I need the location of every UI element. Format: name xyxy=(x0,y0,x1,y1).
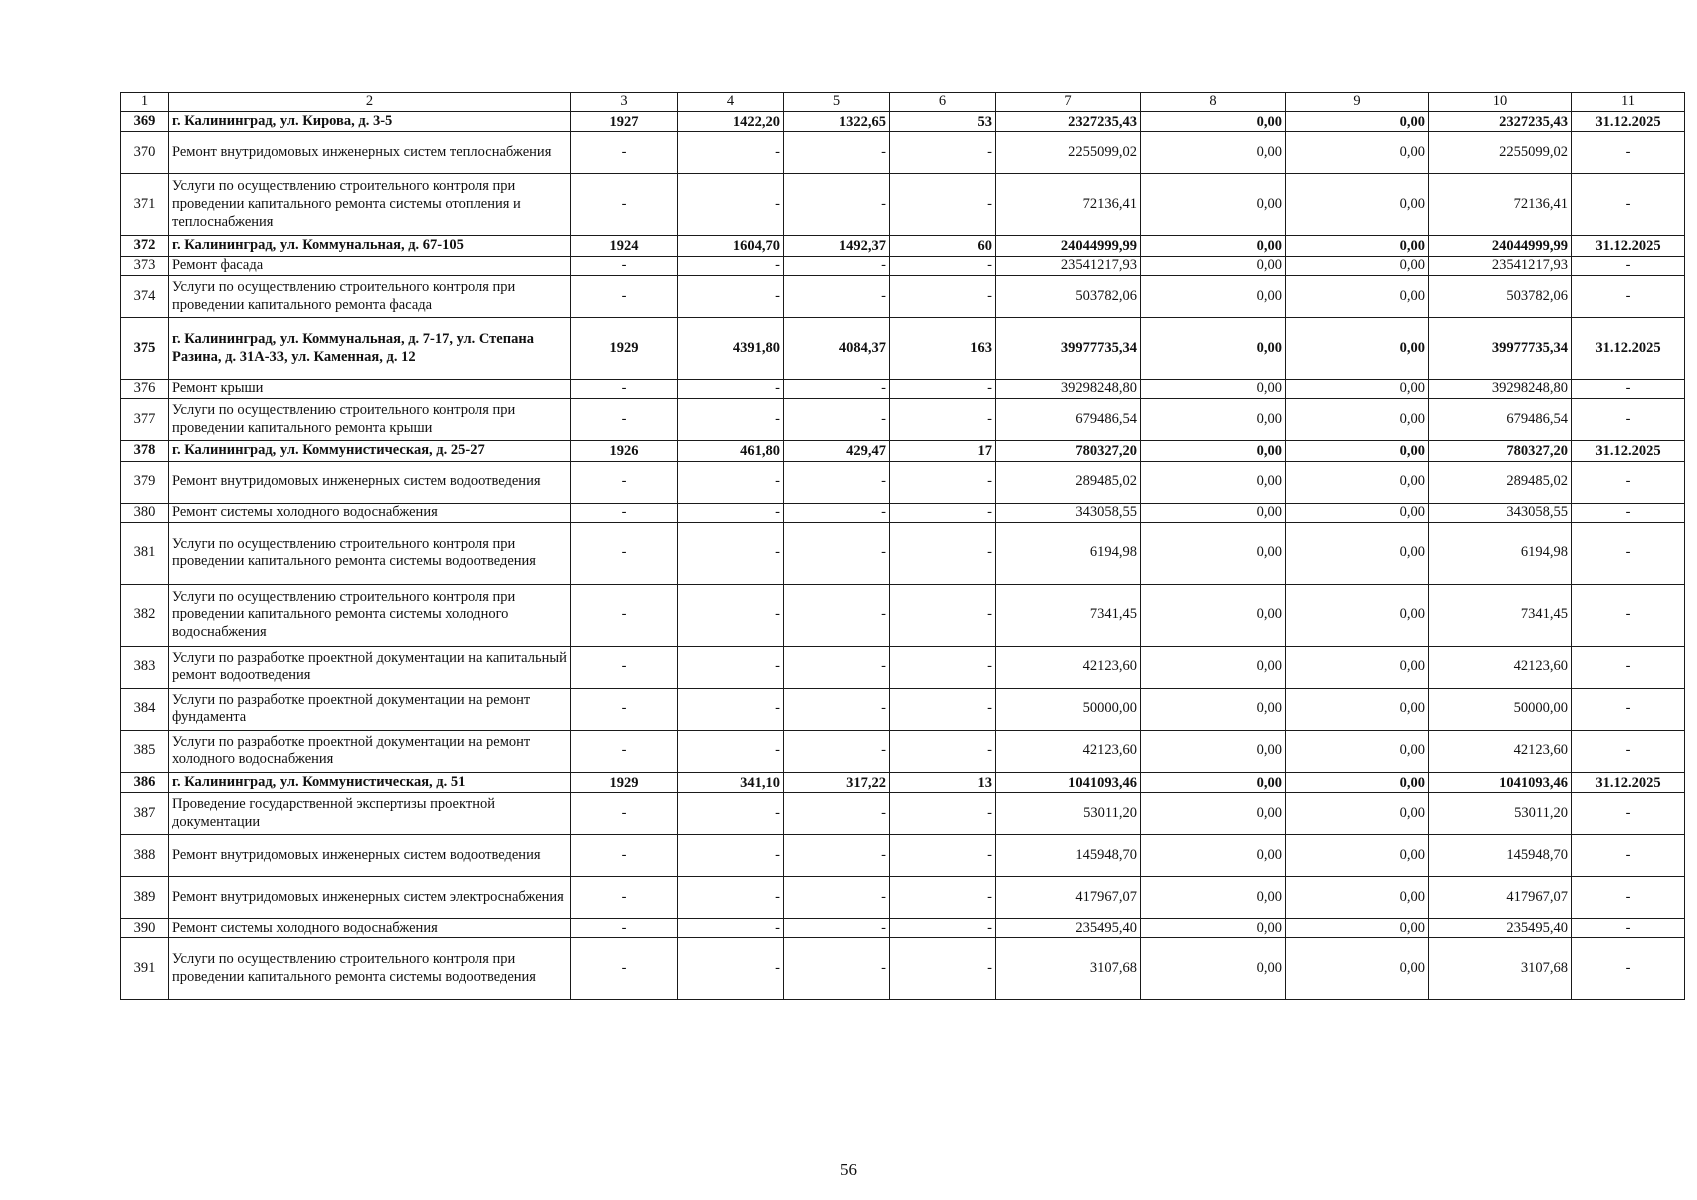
year-cell: - xyxy=(571,380,678,399)
work-name: Ремонт внутридомовых инженерных систем электроснабжения xyxy=(169,877,571,919)
work-name: г. Калининград, ул. Коммунистическая, д. 51 xyxy=(169,772,571,793)
cost-col10-cell: 235495,40 xyxy=(1429,919,1572,938)
column-header: 8 xyxy=(1141,93,1286,112)
deadline-cell: - xyxy=(1572,793,1685,835)
cost-col9-cell: 0,00 xyxy=(1286,772,1429,793)
year-cell: - xyxy=(571,132,678,174)
residents-cell: 60 xyxy=(890,236,996,257)
cost-col9-cell: 0,00 xyxy=(1286,111,1429,132)
deadline-cell: - xyxy=(1572,399,1685,441)
cost-total-cell: 289485,02 xyxy=(996,461,1141,503)
deadline-cell: - xyxy=(1572,646,1685,688)
row-number: 389 xyxy=(121,877,169,919)
year-cell: - xyxy=(571,461,678,503)
area-living-cell: 317,22 xyxy=(784,772,890,793)
cost-col9-cell: 0,00 xyxy=(1286,584,1429,646)
area-total-cell: - xyxy=(678,276,784,318)
deadline-cell: - xyxy=(1572,730,1685,772)
deadline-cell: - xyxy=(1572,380,1685,399)
cost-col10-cell: 145948,70 xyxy=(1429,835,1572,877)
area-total-cell: - xyxy=(678,688,784,730)
cost-col10-cell: 780327,20 xyxy=(1429,441,1572,462)
residents-cell: - xyxy=(890,877,996,919)
cost-col8-cell: 0,00 xyxy=(1141,132,1286,174)
row-number: 384 xyxy=(121,688,169,730)
table-row xyxy=(121,318,1685,380)
area-total-cell: - xyxy=(678,399,784,441)
area-living-cell: 1322,65 xyxy=(784,111,890,132)
area-total-cell: - xyxy=(678,835,784,877)
cost-col8-cell: 0,00 xyxy=(1141,835,1286,877)
year-cell: - xyxy=(571,399,678,441)
row-number: 378 xyxy=(121,441,169,462)
cost-col8-cell: 0,00 xyxy=(1141,938,1286,1000)
work-name: г. Калининград, ул. Коммунальная, д. 67-105 xyxy=(169,236,571,257)
table-row xyxy=(121,257,1685,276)
cost-col8-cell: 0,00 xyxy=(1141,318,1286,380)
area-living-cell: - xyxy=(784,646,890,688)
area-total-cell: - xyxy=(678,938,784,1000)
area-total-cell: - xyxy=(678,522,784,584)
year-cell: - xyxy=(571,522,678,584)
cost-col10-cell: 679486,54 xyxy=(1429,399,1572,441)
deadline-cell: 31.12.2025 xyxy=(1572,236,1685,257)
table-row xyxy=(121,399,1685,441)
residents-cell: - xyxy=(890,503,996,522)
residents-cell: 163 xyxy=(890,318,996,380)
row-number: 372 xyxy=(121,236,169,257)
deadline-cell: 31.12.2025 xyxy=(1572,111,1685,132)
cost-col9-cell: 0,00 xyxy=(1286,877,1429,919)
year-cell: 1929 xyxy=(571,318,678,380)
year-cell: 1926 xyxy=(571,441,678,462)
table-row xyxy=(121,584,1685,646)
area-living-cell: - xyxy=(784,730,890,772)
area-total-cell: - xyxy=(678,257,784,276)
cost-total-cell: 1041093,46 xyxy=(996,772,1141,793)
cost-col10-cell: 42123,60 xyxy=(1429,646,1572,688)
cost-total-cell: 23541217,93 xyxy=(996,257,1141,276)
area-living-cell: - xyxy=(784,584,890,646)
deadline-cell: - xyxy=(1572,835,1685,877)
residents-cell: - xyxy=(890,919,996,938)
year-cell: - xyxy=(571,584,678,646)
deadline-cell: - xyxy=(1572,938,1685,1000)
area-living-cell: - xyxy=(784,688,890,730)
cost-col10-cell: 6194,98 xyxy=(1429,522,1572,584)
area-living-cell: - xyxy=(784,174,890,236)
residents-cell: - xyxy=(890,174,996,236)
cost-col10-cell: 7341,45 xyxy=(1429,584,1572,646)
cost-col8-cell: 0,00 xyxy=(1141,793,1286,835)
cost-col9-cell: 0,00 xyxy=(1286,793,1429,835)
cost-col8-cell: 0,00 xyxy=(1141,772,1286,793)
column-header: 2 xyxy=(169,93,571,112)
column-header: 11 xyxy=(1572,93,1685,112)
table-row xyxy=(121,111,1685,132)
year-cell: - xyxy=(571,877,678,919)
repair-program-table xyxy=(120,92,1685,1000)
row-number: 390 xyxy=(121,919,169,938)
cost-col9-cell: 0,00 xyxy=(1286,646,1429,688)
cost-col8-cell: 0,00 xyxy=(1141,584,1286,646)
cost-col10-cell: 2255099,02 xyxy=(1429,132,1572,174)
cost-col9-cell: 0,00 xyxy=(1286,174,1429,236)
residents-cell: - xyxy=(890,257,996,276)
area-total-cell: - xyxy=(678,380,784,399)
cost-total-cell: 235495,40 xyxy=(996,919,1141,938)
table-row xyxy=(121,919,1685,938)
cost-total-cell: 503782,06 xyxy=(996,276,1141,318)
row-number: 388 xyxy=(121,835,169,877)
residents-cell: - xyxy=(890,522,996,584)
year-cell: - xyxy=(571,646,678,688)
work-name: Услуги по осуществлению строительного контроля при проведении капитального ремонта крыши xyxy=(169,399,571,441)
residents-cell: 17 xyxy=(890,441,996,462)
work-name: г. Калининград, ул. Коммунистическая, д. 25-27 xyxy=(169,441,571,462)
cost-col9-cell: 0,00 xyxy=(1286,399,1429,441)
year-cell: - xyxy=(571,919,678,938)
area-living-cell: - xyxy=(784,380,890,399)
table-row xyxy=(121,793,1685,835)
area-total-cell: - xyxy=(678,877,784,919)
column-header: 3 xyxy=(571,93,678,112)
cost-total-cell: 53011,20 xyxy=(996,793,1141,835)
cost-total-cell: 7341,45 xyxy=(996,584,1141,646)
cost-col8-cell: 0,00 xyxy=(1141,522,1286,584)
cost-col8-cell: 0,00 xyxy=(1141,919,1286,938)
row-number: 375 xyxy=(121,318,169,380)
work-name: Услуги по осуществлению строительного контроля при проведении капитального ремонта системы водоотведения xyxy=(169,938,571,1000)
year-cell: - xyxy=(571,257,678,276)
cost-col9-cell: 0,00 xyxy=(1286,380,1429,399)
row-number: 381 xyxy=(121,522,169,584)
area-total-cell: - xyxy=(678,793,784,835)
cost-col8-cell: 0,00 xyxy=(1141,174,1286,236)
row-number: 373 xyxy=(121,257,169,276)
area-living-cell: - xyxy=(784,399,890,441)
cost-col10-cell: 39977735,34 xyxy=(1429,318,1572,380)
area-living-cell: - xyxy=(784,938,890,1000)
cost-col9-cell: 0,00 xyxy=(1286,919,1429,938)
cost-col10-cell: 24044999,99 xyxy=(1429,236,1572,257)
row-number: 379 xyxy=(121,461,169,503)
area-total-cell: - xyxy=(678,174,784,236)
residents-cell: - xyxy=(890,793,996,835)
deadline-cell: - xyxy=(1572,257,1685,276)
cost-col10-cell: 50000,00 xyxy=(1429,688,1572,730)
residents-cell: - xyxy=(890,688,996,730)
table-row xyxy=(121,646,1685,688)
work-name: Ремонт системы холодного водоснабжения xyxy=(169,503,571,522)
cost-col9-cell: 0,00 xyxy=(1286,276,1429,318)
cost-total-cell: 6194,98 xyxy=(996,522,1141,584)
column-header: 7 xyxy=(996,93,1141,112)
row-number: 369 xyxy=(121,111,169,132)
row-number: 386 xyxy=(121,772,169,793)
cost-col8-cell: 0,00 xyxy=(1141,441,1286,462)
table-row xyxy=(121,772,1685,793)
cost-col8-cell: 0,00 xyxy=(1141,236,1286,257)
cost-col10-cell: 503782,06 xyxy=(1429,276,1572,318)
cost-col8-cell: 0,00 xyxy=(1141,461,1286,503)
residents-cell: - xyxy=(890,646,996,688)
cost-total-cell: 39298248,80 xyxy=(996,380,1141,399)
table-row xyxy=(121,877,1685,919)
cost-col10-cell: 42123,60 xyxy=(1429,730,1572,772)
cost-col9-cell: 0,00 xyxy=(1286,730,1429,772)
year-cell: 1924 xyxy=(571,236,678,257)
area-total-cell: - xyxy=(678,646,784,688)
table-row xyxy=(121,174,1685,236)
deadline-cell: - xyxy=(1572,688,1685,730)
table-row xyxy=(121,380,1685,399)
table-row xyxy=(121,730,1685,772)
work-name: Услуги по разработке проектной документации на ремонт фундамента xyxy=(169,688,571,730)
cost-col8-cell: 0,00 xyxy=(1141,730,1286,772)
row-number: 374 xyxy=(121,276,169,318)
year-cell: - xyxy=(571,835,678,877)
cost-total-cell: 343058,55 xyxy=(996,503,1141,522)
area-total-cell: - xyxy=(678,132,784,174)
year-cell: - xyxy=(571,730,678,772)
work-name: Услуги по разработке проектной документации на капитальный ремонт водоотведения xyxy=(169,646,571,688)
row-number: 383 xyxy=(121,646,169,688)
deadline-cell: - xyxy=(1572,877,1685,919)
residents-cell: - xyxy=(890,584,996,646)
cost-col10-cell: 39298248,80 xyxy=(1429,380,1572,399)
work-name: г. Калининград, ул. Кирова, д. 3-5 xyxy=(169,111,571,132)
deadline-cell: - xyxy=(1572,919,1685,938)
cost-total-cell: 24044999,99 xyxy=(996,236,1141,257)
cost-total-cell: 42123,60 xyxy=(996,730,1141,772)
area-living-cell: - xyxy=(784,835,890,877)
work-name: Услуги по осуществлению строительного контроля при проведении капитального ремонта системы холодного водоснабжения xyxy=(169,584,571,646)
area-living-cell: - xyxy=(784,522,890,584)
deadline-cell: 31.12.2025 xyxy=(1572,441,1685,462)
cost-col8-cell: 0,00 xyxy=(1141,111,1286,132)
cost-total-cell: 145948,70 xyxy=(996,835,1141,877)
work-name: Услуги по осуществлению строительного контроля при проведении капитального ремонта фасада xyxy=(169,276,571,318)
residents-cell: - xyxy=(890,380,996,399)
column-header: 5 xyxy=(784,93,890,112)
area-living-cell: - xyxy=(784,132,890,174)
cost-total-cell: 3107,68 xyxy=(996,938,1141,1000)
row-number: 376 xyxy=(121,380,169,399)
residents-cell: 13 xyxy=(890,772,996,793)
column-header: 4 xyxy=(678,93,784,112)
area-living-cell: - xyxy=(784,461,890,503)
year-cell: - xyxy=(571,174,678,236)
cost-col9-cell: 0,00 xyxy=(1286,236,1429,257)
cost-total-cell: 42123,60 xyxy=(996,646,1141,688)
area-total-cell: 4391,80 xyxy=(678,318,784,380)
cost-col8-cell: 0,00 xyxy=(1141,380,1286,399)
cost-total-cell: 780327,20 xyxy=(996,441,1141,462)
cost-col8-cell: 0,00 xyxy=(1141,646,1286,688)
cost-col9-cell: 0,00 xyxy=(1286,938,1429,1000)
column-header: 9 xyxy=(1286,93,1429,112)
residents-cell: - xyxy=(890,461,996,503)
cost-col10-cell: 417967,07 xyxy=(1429,877,1572,919)
residents-cell: - xyxy=(890,399,996,441)
row-number: 391 xyxy=(121,938,169,1000)
residents-cell: - xyxy=(890,132,996,174)
deadline-cell: - xyxy=(1572,503,1685,522)
table-row xyxy=(121,132,1685,174)
cost-total-cell: 2327235,43 xyxy=(996,111,1141,132)
cost-col10-cell: 343058,55 xyxy=(1429,503,1572,522)
deadline-cell: - xyxy=(1572,584,1685,646)
year-cell: 1929 xyxy=(571,772,678,793)
table-row xyxy=(121,503,1685,522)
table-row xyxy=(121,276,1685,318)
residents-cell: 53 xyxy=(890,111,996,132)
column-header: 1 xyxy=(121,93,169,112)
area-total-cell: - xyxy=(678,730,784,772)
area-total-cell: - xyxy=(678,503,784,522)
area-living-cell: 4084,37 xyxy=(784,318,890,380)
cost-total-cell: 39977735,34 xyxy=(996,318,1141,380)
area-living-cell: - xyxy=(784,503,890,522)
cost-col10-cell: 289485,02 xyxy=(1429,461,1572,503)
table-row xyxy=(121,835,1685,877)
cost-col10-cell: 3107,68 xyxy=(1429,938,1572,1000)
area-living-cell: - xyxy=(784,919,890,938)
work-name: Ремонт системы холодного водоснабжения xyxy=(169,919,571,938)
cost-total-cell: 679486,54 xyxy=(996,399,1141,441)
area-living-cell: - xyxy=(784,257,890,276)
cost-total-cell: 417967,07 xyxy=(996,877,1141,919)
table-row xyxy=(121,236,1685,257)
work-name: Ремонт внутридомовых инженерных систем водоотведения xyxy=(169,835,571,877)
residents-cell: - xyxy=(890,730,996,772)
row-number: 371 xyxy=(121,174,169,236)
work-name: Ремонт внутридомовых инженерных систем теплоснабжения xyxy=(169,132,571,174)
work-name: Ремонт крыши xyxy=(169,380,571,399)
column-number-row xyxy=(121,93,1685,112)
cost-col9-cell: 0,00 xyxy=(1286,461,1429,503)
cost-col9-cell: 0,00 xyxy=(1286,503,1429,522)
row-number: 380 xyxy=(121,503,169,522)
row-number: 387 xyxy=(121,793,169,835)
cost-col9-cell: 0,00 xyxy=(1286,257,1429,276)
cost-col8-cell: 0,00 xyxy=(1141,688,1286,730)
cost-col9-cell: 0,00 xyxy=(1286,441,1429,462)
area-total-cell: 461,80 xyxy=(678,441,784,462)
year-cell: - xyxy=(571,938,678,1000)
column-header: 6 xyxy=(890,93,996,112)
area-living-cell: - xyxy=(784,793,890,835)
work-name: Услуги по разработке проектной документации на ремонт холодного водоснабжения xyxy=(169,730,571,772)
deadline-cell: - xyxy=(1572,132,1685,174)
cost-col10-cell: 2327235,43 xyxy=(1429,111,1572,132)
area-total-cell: - xyxy=(678,461,784,503)
work-name: Ремонт фасада xyxy=(169,257,571,276)
residents-cell: - xyxy=(890,938,996,1000)
work-name: Проведение государственной экспертизы проектной документации xyxy=(169,793,571,835)
cost-col9-cell: 0,00 xyxy=(1286,522,1429,584)
cost-col10-cell: 53011,20 xyxy=(1429,793,1572,835)
cost-col9-cell: 0,00 xyxy=(1286,132,1429,174)
column-header: 10 xyxy=(1429,93,1572,112)
cost-col10-cell: 72136,41 xyxy=(1429,174,1572,236)
work-name: Услуги по осуществлению строительного контроля при проведении капитального ремонта системы водоотведения xyxy=(169,522,571,584)
area-living-cell: - xyxy=(784,877,890,919)
cost-total-cell: 72136,41 xyxy=(996,174,1141,236)
cost-col8-cell: 0,00 xyxy=(1141,503,1286,522)
table-row xyxy=(121,461,1685,503)
deadline-cell: 31.12.2025 xyxy=(1572,772,1685,793)
area-total-cell: 1604,70 xyxy=(678,236,784,257)
row-number: 382 xyxy=(121,584,169,646)
work-name: г. Калининград, ул. Коммунальная, д. 7-17, ул. Степана Разина, д. 31А-33, ул. Каменная, д. 12 xyxy=(169,318,571,380)
cost-col8-cell: 0,00 xyxy=(1141,399,1286,441)
table-row xyxy=(121,688,1685,730)
row-number: 385 xyxy=(121,730,169,772)
work-name: Услуги по осуществлению строительного контроля при проведении капитального ремонта системы отопления и теплоснабжения xyxy=(169,174,571,236)
work-name: Ремонт внутридомовых инженерных систем водоотведения xyxy=(169,461,571,503)
year-cell: 1927 xyxy=(571,111,678,132)
table-row xyxy=(121,441,1685,462)
year-cell: - xyxy=(571,503,678,522)
cost-col9-cell: 0,00 xyxy=(1286,318,1429,380)
deadline-cell: - xyxy=(1572,276,1685,318)
cost-col9-cell: 0,00 xyxy=(1286,688,1429,730)
row-number: 377 xyxy=(121,399,169,441)
cost-total-cell: 50000,00 xyxy=(996,688,1141,730)
cost-col10-cell: 1041093,46 xyxy=(1429,772,1572,793)
deadline-cell: 31.12.2025 xyxy=(1572,318,1685,380)
cost-col8-cell: 0,00 xyxy=(1141,257,1286,276)
year-cell: - xyxy=(571,688,678,730)
cost-col8-cell: 0,00 xyxy=(1141,276,1286,318)
area-living-cell: - xyxy=(784,276,890,318)
area-total-cell: - xyxy=(678,919,784,938)
area-total-cell: 1422,20 xyxy=(678,111,784,132)
area-living-cell: 1492,37 xyxy=(784,236,890,257)
page-number: 56 xyxy=(840,1160,857,1179)
residents-cell: - xyxy=(890,835,996,877)
area-living-cell: 429,47 xyxy=(784,441,890,462)
year-cell: - xyxy=(571,276,678,318)
table-row xyxy=(121,938,1685,1000)
cost-total-cell: 2255099,02 xyxy=(996,132,1141,174)
residents-cell: - xyxy=(890,276,996,318)
row-number: 370 xyxy=(121,132,169,174)
table-row xyxy=(121,522,1685,584)
deadline-cell: - xyxy=(1572,461,1685,503)
year-cell: - xyxy=(571,793,678,835)
cost-col8-cell: 0,00 xyxy=(1141,877,1286,919)
deadline-cell: - xyxy=(1572,174,1685,236)
cost-col9-cell: 0,00 xyxy=(1286,835,1429,877)
cost-col10-cell: 23541217,93 xyxy=(1429,257,1572,276)
area-total-cell: 341,10 xyxy=(678,772,784,793)
deadline-cell: - xyxy=(1572,522,1685,584)
area-total-cell: - xyxy=(678,584,784,646)
